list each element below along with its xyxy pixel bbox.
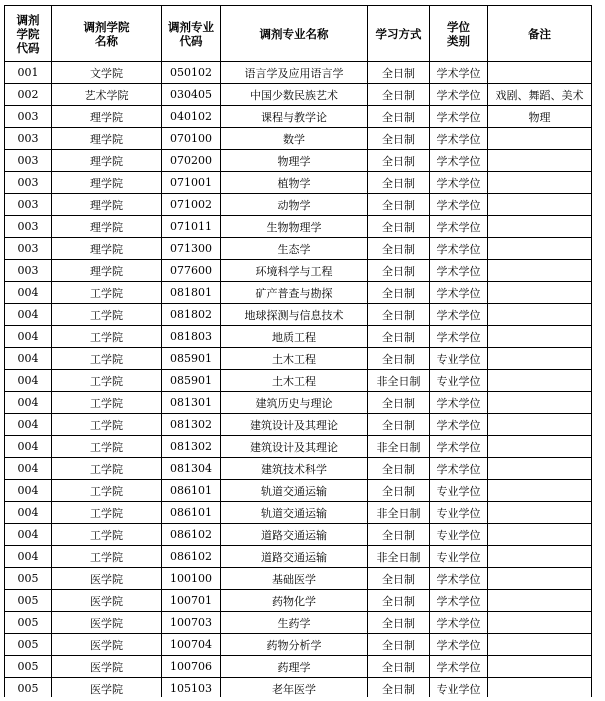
- major-name-cell: 语言学及应用语言学: [221, 62, 368, 84]
- study-mode-cell: 非全日制: [368, 502, 430, 524]
- study-mode-cell: 全日制: [368, 524, 430, 546]
- study-mode-cell: 全日制: [368, 282, 430, 304]
- study-mode-cell: 全日制: [368, 128, 430, 150]
- remarks-cell: [488, 590, 592, 612]
- college-code-cell: 004: [5, 414, 52, 436]
- major-code-cell: 086101: [162, 502, 221, 524]
- study-mode-cell: 全日制: [368, 656, 430, 678]
- college-code-cell: 004: [5, 458, 52, 480]
- college-code-cell: 003: [5, 150, 52, 172]
- remarks-cell: [488, 612, 592, 634]
- major-name-cell: 物理学: [221, 150, 368, 172]
- college-name-cell: 工学院: [52, 370, 162, 392]
- major-code-cell: 081302: [162, 436, 221, 458]
- remarks-cell: [488, 348, 592, 370]
- college-name-cell: 医学院: [52, 612, 162, 634]
- table-header-row: [5, 6, 592, 62]
- college-name-cell: 理学院: [52, 194, 162, 216]
- degree-type-cell: 学术学位: [430, 260, 488, 282]
- college-code-cell: 003: [5, 216, 52, 238]
- study-mode-cell: 全日制: [368, 304, 430, 326]
- remarks-cell: [488, 546, 592, 568]
- study-mode-cell: 全日制: [368, 238, 430, 260]
- major-code-cell: 081801: [162, 282, 221, 304]
- study-mode-cell: 全日制: [368, 590, 430, 612]
- college-code-cell: 005: [5, 612, 52, 634]
- page-bottom-edge: [0, 697, 605, 701]
- remarks-cell: [488, 172, 592, 194]
- major-name-cell: 矿产普查与勘探: [221, 282, 368, 304]
- study-mode-cell: 全日制: [368, 216, 430, 238]
- degree-type-cell: 专业学位: [430, 348, 488, 370]
- table-row: [5, 436, 592, 458]
- major-name-cell: 轨道交通运输: [221, 480, 368, 502]
- college-name-cell: 工学院: [52, 304, 162, 326]
- major-name-cell: 课程与教学论: [221, 106, 368, 128]
- table-row: [5, 524, 592, 546]
- major-code-cell: 077600: [162, 260, 221, 282]
- table-row: [5, 84, 592, 106]
- study-mode-cell: 非全日制: [368, 436, 430, 458]
- college-code-cell: 004: [5, 392, 52, 414]
- major-code-cell: 030405: [162, 84, 221, 106]
- study-mode-cell: 全日制: [368, 414, 430, 436]
- college-name-cell: 理学院: [52, 106, 162, 128]
- table-row: [5, 238, 592, 260]
- college-name-cell: 医学院: [52, 678, 162, 700]
- college-code-cell: 003: [5, 260, 52, 282]
- major-name-cell: 基础医学: [221, 568, 368, 590]
- major-name-cell: 植物学: [221, 172, 368, 194]
- remarks-cell: [488, 524, 592, 546]
- major-code-cell: 100704: [162, 634, 221, 656]
- degree-type-cell: 学术学位: [430, 62, 488, 84]
- table-row: [5, 370, 592, 392]
- college-code-cell: 005: [5, 656, 52, 678]
- study-mode-cell: 全日制: [368, 326, 430, 348]
- remarks-cell: [488, 194, 592, 216]
- table-row: [5, 260, 592, 282]
- degree-type-cell: 学术学位: [430, 84, 488, 106]
- degree-type-cell: 学术学位: [430, 634, 488, 656]
- header-study-mode: 学习方式: [368, 6, 430, 62]
- degree-type-cell: 学术学位: [430, 304, 488, 326]
- degree-type-cell: 专业学位: [430, 370, 488, 392]
- college-name-cell: 医学院: [52, 568, 162, 590]
- degree-type-cell: 学术学位: [430, 590, 488, 612]
- degree-type-cell: 学术学位: [430, 238, 488, 260]
- major-code-cell: 071001: [162, 172, 221, 194]
- remarks-cell: [488, 128, 592, 150]
- degree-type-cell: 学术学位: [430, 612, 488, 634]
- table-row: [5, 348, 592, 370]
- study-mode-cell: 全日制: [368, 612, 430, 634]
- degree-type-cell: 学术学位: [430, 282, 488, 304]
- table-row: [5, 612, 592, 634]
- degree-type-cell: 学术学位: [430, 326, 488, 348]
- remarks-cell: [488, 656, 592, 678]
- major-code-cell: 085901: [162, 348, 221, 370]
- header-college-name: 调剂学院 名称: [52, 6, 162, 62]
- college-name-cell: 医学院: [52, 634, 162, 656]
- college-name-cell: 工学院: [52, 502, 162, 524]
- remarks-cell: [488, 480, 592, 502]
- major-name-cell: 生物物理学: [221, 216, 368, 238]
- study-mode-cell: 全日制: [368, 458, 430, 480]
- degree-type-cell: 专业学位: [430, 502, 488, 524]
- college-code-cell: 004: [5, 436, 52, 458]
- major-code-cell: 081304: [162, 458, 221, 480]
- remarks-cell: [488, 304, 592, 326]
- table-row: [5, 150, 592, 172]
- major-name-cell: 建筑技术科学: [221, 458, 368, 480]
- major-name-cell: 中国少数民族艺术: [221, 84, 368, 106]
- study-mode-cell: 全日制: [368, 260, 430, 282]
- major-name-cell: 轨道交通运输: [221, 502, 368, 524]
- table-row: [5, 62, 592, 84]
- college-code-cell: 004: [5, 480, 52, 502]
- degree-type-cell: 学术学位: [430, 656, 488, 678]
- college-code-cell: 004: [5, 370, 52, 392]
- remarks-cell: [488, 370, 592, 392]
- major-name-cell: 药理学: [221, 656, 368, 678]
- study-mode-cell: 全日制: [368, 172, 430, 194]
- table-row: [5, 656, 592, 678]
- table-row: [5, 282, 592, 304]
- college-code-cell: 003: [5, 172, 52, 194]
- college-name-cell: 理学院: [52, 172, 162, 194]
- major-code-cell: 085901: [162, 370, 221, 392]
- adjustment-majors-table: [4, 5, 592, 700]
- college-code-cell: 001: [5, 62, 52, 84]
- degree-type-cell: 专业学位: [430, 546, 488, 568]
- college-code-cell: 004: [5, 304, 52, 326]
- study-mode-cell: 全日制: [368, 84, 430, 106]
- table-row: [5, 326, 592, 348]
- degree-type-cell: 学术学位: [430, 392, 488, 414]
- college-name-cell: 文学院: [52, 62, 162, 84]
- college-name-cell: 理学院: [52, 238, 162, 260]
- degree-type-cell: 学术学位: [430, 172, 488, 194]
- college-code-cell: 004: [5, 348, 52, 370]
- remarks-cell: [488, 238, 592, 260]
- major-code-cell: 081301: [162, 392, 221, 414]
- major-code-cell: 071011: [162, 216, 221, 238]
- remarks-cell: [488, 62, 592, 84]
- college-code-cell: 003: [5, 128, 52, 150]
- college-code-cell: 005: [5, 634, 52, 656]
- degree-type-cell: 学术学位: [430, 194, 488, 216]
- college-name-cell: 工学院: [52, 436, 162, 458]
- table-row: [5, 458, 592, 480]
- college-code-cell: 002: [5, 84, 52, 106]
- header-remarks: 备注: [488, 6, 592, 62]
- study-mode-cell: 全日制: [368, 678, 430, 700]
- college-name-cell: 医学院: [52, 656, 162, 678]
- remarks-cell: [488, 216, 592, 238]
- major-code-cell: 086101: [162, 480, 221, 502]
- degree-type-cell: 学术学位: [430, 436, 488, 458]
- major-code-cell: 070100: [162, 128, 221, 150]
- table-row: [5, 480, 592, 502]
- degree-type-cell: 学术学位: [430, 216, 488, 238]
- college-code-cell: 003: [5, 238, 52, 260]
- header-major-name: 调剂专业名称: [221, 6, 368, 62]
- remarks-cell: [488, 502, 592, 524]
- major-name-cell: 老年医学: [221, 678, 368, 700]
- college-name-cell: 工学院: [52, 282, 162, 304]
- college-name-cell: 理学院: [52, 128, 162, 150]
- study-mode-cell: 全日制: [368, 392, 430, 414]
- major-code-cell: 070200: [162, 150, 221, 172]
- major-code-cell: 086102: [162, 546, 221, 568]
- college-name-cell: 工学院: [52, 458, 162, 480]
- major-code-cell: 050102: [162, 62, 221, 84]
- major-name-cell: 建筑设计及其理论: [221, 436, 368, 458]
- study-mode-cell: 全日制: [368, 348, 430, 370]
- college-name-cell: 工学院: [52, 414, 162, 436]
- header-major-code: 调剂专业 代码: [162, 6, 221, 62]
- table-body: [5, 62, 592, 700]
- header-college-code: 调剂 学院 代码: [5, 6, 52, 62]
- major-name-cell: 道路交通运输: [221, 524, 368, 546]
- table-row: [5, 392, 592, 414]
- remarks-cell: [488, 150, 592, 172]
- major-code-cell: 040102: [162, 106, 221, 128]
- college-name-cell: 艺术学院: [52, 84, 162, 106]
- table-row: [5, 568, 592, 590]
- study-mode-cell: 全日制: [368, 634, 430, 656]
- major-name-cell: 数学: [221, 128, 368, 150]
- college-code-cell: 005: [5, 568, 52, 590]
- college-name-cell: 理学院: [52, 150, 162, 172]
- major-name-cell: 生药学: [221, 612, 368, 634]
- major-code-cell: 086102: [162, 524, 221, 546]
- remarks-cell: [488, 568, 592, 590]
- college-name-cell: 工学院: [52, 480, 162, 502]
- major-code-cell: 071300: [162, 238, 221, 260]
- major-name-cell: 动物学: [221, 194, 368, 216]
- major-name-cell: 建筑历史与理论: [221, 392, 368, 414]
- major-name-cell: 地球探测与信息技术: [221, 304, 368, 326]
- table-row: [5, 590, 592, 612]
- table-row: [5, 216, 592, 238]
- header-degree-type: 学位 类别: [430, 6, 488, 62]
- remarks-cell: [488, 260, 592, 282]
- major-name-cell: 环境科学与工程: [221, 260, 368, 282]
- college-code-cell: 003: [5, 106, 52, 128]
- remarks-cell: 戏剧、舞蹈、美术: [488, 84, 592, 106]
- major-name-cell: 建筑设计及其理论: [221, 414, 368, 436]
- major-name-cell: 药物分析学: [221, 634, 368, 656]
- degree-type-cell: 学术学位: [430, 128, 488, 150]
- degree-type-cell: 学术学位: [430, 458, 488, 480]
- major-code-cell: 081803: [162, 326, 221, 348]
- remarks-cell: [488, 436, 592, 458]
- degree-type-cell: 专业学位: [430, 524, 488, 546]
- college-name-cell: 工学院: [52, 326, 162, 348]
- table-row: [5, 502, 592, 524]
- remarks-cell: [488, 458, 592, 480]
- table-row: [5, 172, 592, 194]
- college-name-cell: 工学院: [52, 392, 162, 414]
- college-code-cell: 003: [5, 194, 52, 216]
- remarks-cell: [488, 282, 592, 304]
- college-code-cell: 005: [5, 590, 52, 612]
- major-code-cell: 100100: [162, 568, 221, 590]
- major-code-cell: 071002: [162, 194, 221, 216]
- major-name-cell: 药物化学: [221, 590, 368, 612]
- college-code-cell: 004: [5, 502, 52, 524]
- remarks-cell: [488, 392, 592, 414]
- table-row: [5, 106, 592, 128]
- study-mode-cell: 非全日制: [368, 370, 430, 392]
- college-name-cell: 医学院: [52, 590, 162, 612]
- major-name-cell: 土木工程: [221, 348, 368, 370]
- major-code-cell: 081802: [162, 304, 221, 326]
- table-row: [5, 634, 592, 656]
- major-name-cell: 生态学: [221, 238, 368, 260]
- major-code-cell: 100703: [162, 612, 221, 634]
- remarks-cell: 物理: [488, 106, 592, 128]
- college-name-cell: 工学院: [52, 546, 162, 568]
- degree-type-cell: 学术学位: [430, 106, 488, 128]
- college-code-cell: 004: [5, 524, 52, 546]
- major-name-cell: 道路交通运输: [221, 546, 368, 568]
- table-row: [5, 194, 592, 216]
- degree-type-cell: 学术学位: [430, 150, 488, 172]
- degree-type-cell: 学术学位: [430, 568, 488, 590]
- college-code-cell: 004: [5, 282, 52, 304]
- study-mode-cell: 全日制: [368, 62, 430, 84]
- major-code-cell: 100706: [162, 656, 221, 678]
- study-mode-cell: 全日制: [368, 150, 430, 172]
- degree-type-cell: 学术学位: [430, 414, 488, 436]
- study-mode-cell: 全日制: [368, 194, 430, 216]
- remarks-cell: [488, 326, 592, 348]
- major-code-cell: 105103: [162, 678, 221, 700]
- remarks-cell: [488, 414, 592, 436]
- table-row: [5, 304, 592, 326]
- college-name-cell: 工学院: [52, 524, 162, 546]
- table-row: [5, 128, 592, 150]
- major-code-cell: 081302: [162, 414, 221, 436]
- major-code-cell: 100701: [162, 590, 221, 612]
- table-row: [5, 546, 592, 568]
- study-mode-cell: 非全日制: [368, 546, 430, 568]
- college-code-cell: 004: [5, 546, 52, 568]
- major-name-cell: 地质工程: [221, 326, 368, 348]
- major-name-cell: 土木工程: [221, 370, 368, 392]
- degree-type-cell: 专业学位: [430, 480, 488, 502]
- college-name-cell: 工学院: [52, 348, 162, 370]
- college-name-cell: 理学院: [52, 260, 162, 282]
- table-row: [5, 414, 592, 436]
- degree-type-cell: 专业学位: [430, 678, 488, 700]
- study-mode-cell: 全日制: [368, 480, 430, 502]
- study-mode-cell: 全日制: [368, 106, 430, 128]
- remarks-cell: [488, 634, 592, 656]
- college-code-cell: 004: [5, 326, 52, 348]
- study-mode-cell: 全日制: [368, 568, 430, 590]
- college-name-cell: 理学院: [52, 216, 162, 238]
- college-code-cell: 005: [5, 678, 52, 700]
